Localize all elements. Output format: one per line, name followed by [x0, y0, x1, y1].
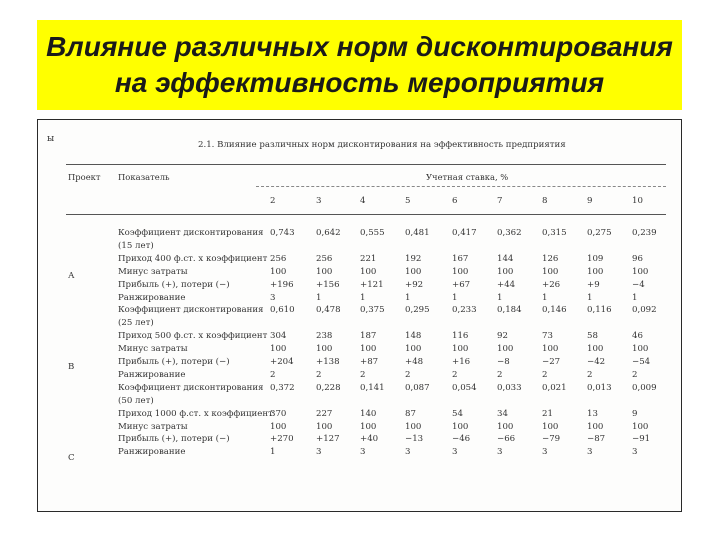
table-cell: 58	[587, 331, 598, 342]
table-row	[38, 305, 681, 317]
table-cell: 100	[360, 266, 377, 277]
table-cell: 0,275	[587, 228, 612, 238]
table-cell: 2	[270, 369, 276, 380]
table-cell: 3	[587, 447, 593, 458]
row-label: (15 лет)	[118, 240, 154, 251]
table-cell: 0,555	[360, 228, 385, 238]
row-label: Коэффициент дисконтирования	[118, 228, 264, 238]
table-cell: 92	[497, 331, 508, 342]
row-label: Приход 400 ф.ст. х коэффициент	[118, 253, 268, 264]
table-cell: 116	[452, 331, 469, 342]
table-cell: 0,362	[497, 228, 522, 238]
table-row	[38, 331, 681, 343]
slide-title	[46, 29, 673, 101]
row-label: Приход 500 ф.ст. х коэффициент	[118, 331, 268, 342]
table-cell: 0,228	[316, 382, 341, 393]
table-cell: 21	[542, 408, 553, 419]
table-cell: 1	[405, 292, 411, 303]
table-row	[38, 254, 681, 266]
table-cell: 100	[360, 421, 377, 432]
table-cell: 1	[316, 292, 322, 303]
table-cell: 192	[405, 253, 422, 264]
row-label: Прибыль (+), потери (−)	[118, 357, 230, 367]
table-cell: 1	[587, 292, 593, 303]
header-sub-rule	[256, 186, 666, 187]
table-row	[38, 293, 681, 305]
table-cell: 3	[497, 447, 503, 458]
table-cell: 9	[632, 408, 638, 419]
table-cell: 13	[587, 408, 598, 419]
table-caption: 2.1. Влияние различных норм дисконтирования на эффективность предприятия	[198, 140, 566, 150]
row-label: Прибыль (+), потери (−)	[118, 279, 230, 290]
top-rule	[66, 164, 666, 165]
table-cell: +270	[270, 434, 294, 445]
table-cell: +92	[405, 279, 424, 290]
table-cell: 3	[542, 447, 548, 458]
table-cell: 100	[405, 421, 422, 432]
table-cell: 0,295	[405, 305, 430, 316]
title-line-2: на эффективность мероприятия	[114, 67, 605, 98]
table-cell: 0,033	[497, 382, 522, 393]
table-cell: +156	[316, 279, 340, 290]
table-cell: +127	[316, 434, 340, 445]
table-cell: +9	[587, 279, 600, 290]
table-cell: 0,054	[452, 382, 477, 393]
table-cell: 0,116	[587, 305, 612, 316]
page-mark: ы	[47, 134, 55, 144]
header-indicator: Показатель	[118, 172, 170, 182]
table-cell: 100	[316, 266, 333, 277]
table-row	[38, 228, 681, 240]
table-cell: 0,146	[542, 305, 567, 316]
rate-header: 6	[452, 196, 458, 206]
table-cell: 100	[270, 421, 287, 432]
table-cell: −79	[542, 434, 561, 445]
table-cell: −46	[452, 434, 471, 445]
table-cell: 87	[405, 408, 416, 419]
table-cell: 109	[587, 253, 604, 264]
row-label: Коэффициент дисконтирования	[118, 382, 264, 393]
table-cell: −87	[587, 434, 606, 445]
rate-header: 3	[316, 196, 322, 206]
table-cell: 100	[405, 344, 422, 355]
table-cell: 100	[632, 421, 649, 432]
row-label: Минус затраты	[118, 421, 188, 432]
table-cell: 100	[542, 421, 559, 432]
table-row	[38, 434, 681, 446]
table-cell: 100	[587, 266, 604, 277]
table-cell: 46	[632, 331, 643, 342]
table-cell: 256	[270, 253, 287, 264]
table-cell: 2	[360, 369, 366, 380]
table-cell: 2	[587, 369, 593, 380]
table-cell: 100	[587, 421, 604, 432]
project-label-b: В	[68, 362, 75, 372]
table-cell: 2	[632, 369, 638, 380]
table-cell: 100	[270, 266, 287, 277]
table-cell: 3	[405, 447, 411, 458]
table-cell: 0,092	[632, 305, 657, 316]
table-cell: 1	[360, 292, 366, 303]
table-cell: 34	[497, 408, 508, 419]
table-cell: 100	[452, 344, 469, 355]
table-cell: 100	[316, 421, 333, 432]
table-cell: −8	[497, 357, 510, 367]
row-label: Ранжирование	[118, 369, 186, 380]
table-cell: 0,013	[587, 382, 612, 393]
table-cell: −66	[497, 434, 516, 445]
table-cell: +26	[542, 279, 561, 290]
table-cell: 100	[497, 421, 514, 432]
row-label: Прибыль (+), потери (−)	[118, 434, 230, 445]
table-cell: 100	[270, 344, 287, 355]
row-label: Минус затраты	[118, 344, 188, 355]
table-row	[38, 267, 681, 279]
table-cell: −54	[632, 357, 651, 367]
header-project: Проект	[68, 172, 101, 182]
table-cell: 100	[497, 266, 514, 277]
table-row	[38, 447, 681, 459]
table-cell: 0,372	[270, 382, 295, 393]
table-cell: +121	[360, 279, 384, 290]
table-cell: +204	[270, 357, 294, 367]
table-cell: 2	[316, 369, 322, 380]
table-cell: 0,021	[542, 382, 567, 393]
table-cell: 73	[542, 331, 553, 342]
table-cell: 100	[632, 344, 649, 355]
table-cell: 96	[632, 253, 643, 264]
project-label-a: А	[68, 271, 75, 281]
table-cell: 0,642	[316, 228, 341, 238]
table-cell: 100	[632, 266, 649, 277]
table-cell: 0,315	[542, 228, 567, 238]
table-cell: 3	[632, 447, 638, 458]
scanned-table-image	[37, 119, 682, 512]
table-cell: 3	[360, 447, 366, 458]
table-cell: −13	[405, 434, 424, 445]
table-cell: +138	[316, 357, 340, 367]
row-label: Ранжирование	[118, 292, 186, 303]
table-cell: 100	[360, 344, 377, 355]
row-label: Коэффициент дисконтирования	[118, 305, 264, 316]
rate-header: 7	[497, 196, 503, 206]
table-cell: +44	[497, 279, 516, 290]
table-cell: 2	[497, 369, 503, 380]
table-cell: 1	[497, 292, 503, 303]
table-cell: 1	[452, 292, 458, 303]
row-label: (25 лет)	[118, 318, 154, 329]
table-cell: 0,610	[270, 305, 295, 316]
table-cell: 1	[270, 447, 276, 458]
table-cell: 0,375	[360, 305, 385, 316]
table-cell: 126	[542, 253, 559, 264]
table-cell: 0,743	[270, 228, 295, 238]
table-cell: 0,478	[316, 305, 341, 316]
table-cell: 100	[587, 344, 604, 355]
table-cell: +40	[360, 434, 379, 445]
rate-header: 9	[587, 196, 593, 206]
table-cell: 0,239	[632, 228, 657, 238]
table-cell: 304	[270, 331, 287, 342]
table-cell: +87	[360, 357, 379, 367]
table-cell: 0,417	[452, 228, 477, 238]
table-cell: 3	[270, 292, 276, 303]
table-cell: 1	[632, 292, 638, 303]
table-row	[38, 344, 681, 356]
table-cell: 144	[497, 253, 514, 264]
table-cell: 167	[452, 253, 469, 264]
table-cell: −42	[587, 357, 606, 367]
table-cell: +16	[452, 357, 471, 367]
table-cell: 3	[452, 447, 458, 458]
table-row	[38, 318, 681, 330]
table-cell: 1	[542, 292, 548, 303]
table-row	[38, 409, 681, 421]
table-cell: 148	[405, 331, 422, 342]
table-cell: 3	[316, 447, 322, 458]
table-cell: 2	[405, 369, 411, 380]
row-label: Приход 1000 ф.ст. х коэффициент	[118, 408, 273, 419]
table-cell: 140	[360, 408, 377, 419]
table-cell: 0,184	[497, 305, 522, 316]
row-label: (50 лет)	[118, 395, 154, 406]
table-cell: 2	[452, 369, 458, 380]
table-row	[38, 241, 681, 253]
table-cell: 100	[542, 266, 559, 277]
table-cell: 0,087	[405, 382, 430, 393]
table-cell: +196	[270, 279, 294, 290]
table-cell: 54	[452, 408, 463, 419]
title-line-1: Влияние различных норм дисконтирования	[46, 31, 673, 62]
table-cell: 256	[316, 253, 333, 264]
row-label: Ранжирование	[118, 447, 186, 458]
table-cell: −4	[632, 279, 645, 290]
table-cell: 370	[270, 408, 287, 419]
rate-header: 5	[405, 196, 411, 206]
table-cell: 100	[497, 344, 514, 355]
table-cell: 100	[405, 266, 422, 277]
table-cell: −27	[542, 357, 561, 367]
rate-header: 10	[632, 196, 643, 206]
row-label: Минус затраты	[118, 266, 188, 277]
table-cell: 227	[316, 408, 333, 419]
table-cell: 100	[452, 421, 469, 432]
table-cell: 0,481	[405, 228, 430, 238]
table-row	[38, 370, 681, 382]
table-cell: 187	[360, 331, 377, 342]
rate-header: 8	[542, 196, 548, 206]
table-cell: 0,141	[360, 382, 385, 393]
rate-header: 4	[360, 196, 366, 206]
table-cell: 238	[316, 331, 333, 342]
table-cell: 100	[452, 266, 469, 277]
table-cell: −91	[632, 434, 651, 445]
header-bottom-rule	[66, 214, 666, 215]
table-cell: 100	[542, 344, 559, 355]
table-cell: 0,233	[452, 305, 477, 316]
table-row	[38, 280, 681, 292]
rate-header: 2	[270, 196, 276, 206]
table-cell: +48	[405, 357, 424, 367]
table-cell: 100	[316, 344, 333, 355]
table-row	[38, 396, 681, 408]
table-row	[38, 357, 681, 369]
table-cell: 0,009	[632, 382, 657, 393]
table-row	[38, 383, 681, 395]
project-label-c: С	[68, 453, 75, 463]
table-cell: 221	[360, 253, 377, 264]
table-cell: +67	[452, 279, 471, 290]
table-row	[38, 422, 681, 434]
header-rate: Учетная ставка, %	[426, 172, 509, 182]
title-banner	[37, 20, 682, 110]
table-cell: 2	[542, 369, 548, 380]
